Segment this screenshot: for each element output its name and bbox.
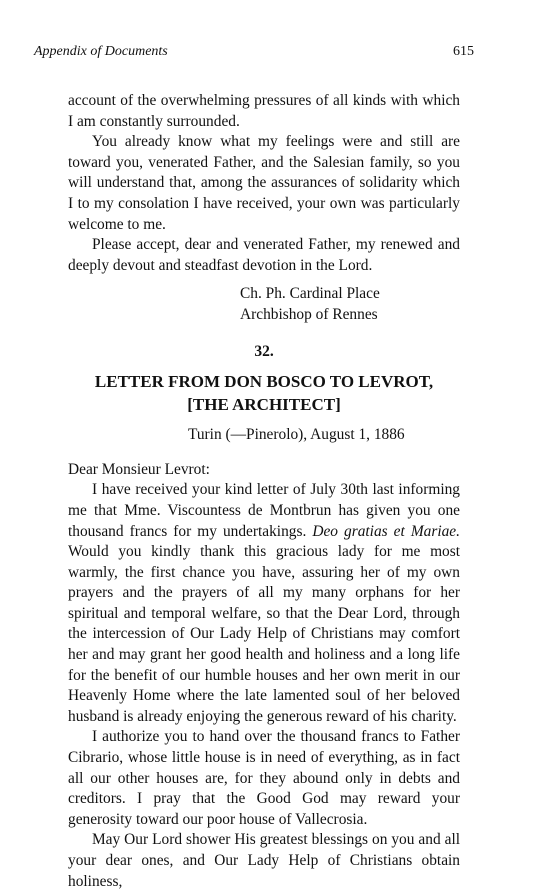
salutation: Dear Monsieur Levrot: — [68, 460, 210, 478]
signatory-name: Ch. Ph. Cardinal Place — [240, 285, 380, 303]
document-title — [68, 370, 460, 416]
paragraph: Please accept, dear and venerated Father, my renewed and deeply devout and steadfast devotion in the Lord. — [68, 236, 460, 274]
letter-paragraph: I authorize you to hand over the thousand francs to Father Cibrario, whose little house is in need of everything, as in fact all our other houses are, for they abound only in debts and creditors. I pray that the Good God may reward your generosity toward our poor house of Vallecrosia. — [68, 728, 460, 828]
paragraph-text: Would you kindly thank this gracious lady for me most warmly, the first chance you have, assuring her of my own prayers and the prayers of all my many orphans for her spiritual and temporal welfare, so that the Dear Lord, through the intercession of Our Lady Help of Christians may comfort her and may grant her good health and holiness and a long life for the benefit of our humble houses and her own merit in our Heavenly Home where the late lamented soul of her beloved husband is already enjoying the generous reward of his charity. — [68, 543, 460, 725]
paragraph: You already know what my feelings were and still are toward you, venerated Father, and the Salesian family, so you will understand that, among the assurances of solidarity which I to my consolation I have received, your own was particularly welcome to me. — [68, 133, 460, 233]
running-head: Appendix of Documents — [34, 44, 168, 59]
paragraph-continuation: account of the overwhelming pressures of all kinds with which I am constantly surrounded. — [68, 92, 460, 130]
document-number: 32. — [254, 342, 274, 360]
document-title-line: LETTER FROM DON BOSCO TO LEVROT, — [94, 372, 434, 392]
letter-paragraph — [68, 480, 460, 727]
letter-paragraph: May Our Lord shower His greatest blessings on you and all your dear ones, and Our Lady Help of Christians obtain holiness, — [68, 831, 460, 890]
signatory-title: Archbishop of Rennes — [240, 305, 378, 323]
latin-phrase: Deo gratias et Mariae. — [312, 522, 460, 540]
dateline: Turin (—Pinerolo), August 1, 1886 — [188, 426, 405, 444]
page-number: 615 — [453, 44, 474, 59]
text-block — [68, 91, 460, 892]
page-header — [34, 44, 474, 64]
document-title-line: [THE ARCHITECT] — [187, 395, 341, 415]
signature-block — [240, 284, 460, 325]
paragraph-text: I have received your kind letter of July 30th last informing me that Mme. Viscountess de Montbrun has given you one thousand francs for my undertakings. — [68, 481, 460, 540]
